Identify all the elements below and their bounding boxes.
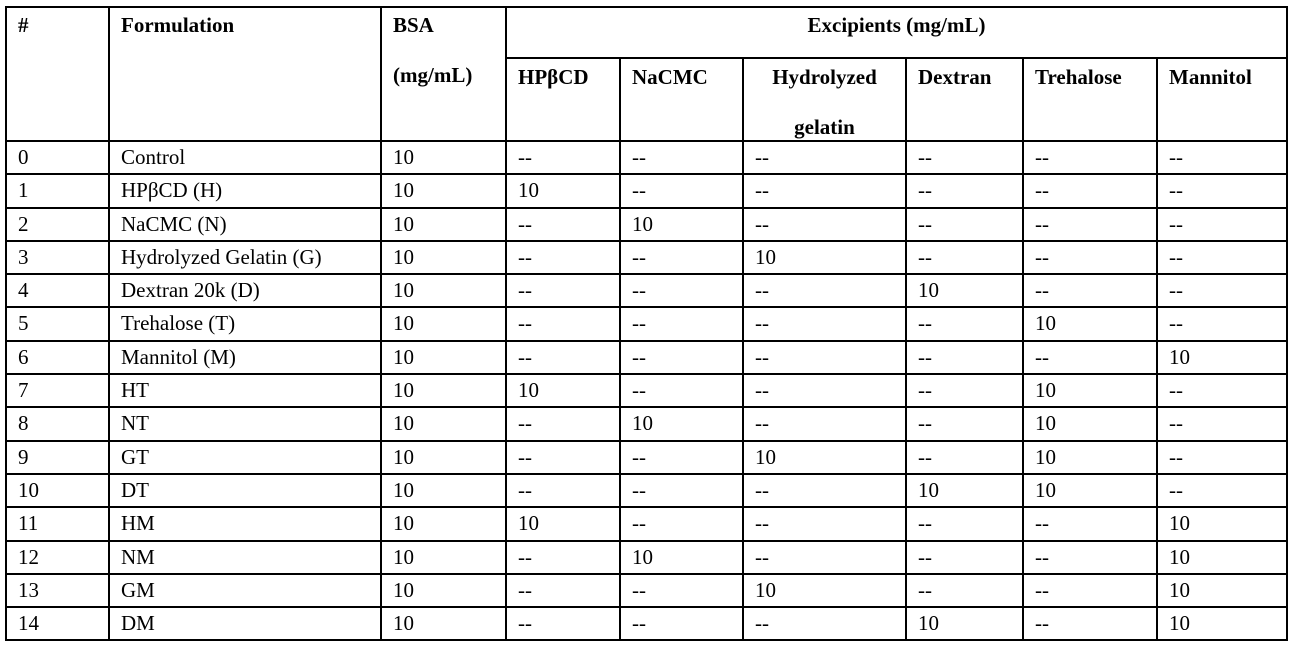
cell-trehalose: -- [1023, 574, 1157, 607]
table-row [6, 574, 1287, 607]
cell-trehalose: -- [1023, 174, 1157, 207]
cell-hydrolyzed-gelatin: -- [743, 607, 906, 640]
table-row [6, 241, 1287, 274]
cell-formulation: DM [109, 607, 381, 640]
header-hydrolyzed-line2: gelatin [794, 115, 855, 139]
cell-mannitol: 10 [1157, 607, 1287, 640]
table-row [6, 407, 1287, 440]
cell-index: 14 [6, 607, 109, 640]
cell-trehalose: 10 [1023, 407, 1157, 440]
cell-trehalose: -- [1023, 507, 1157, 540]
cell-mannitol: -- [1157, 441, 1287, 474]
cell-hpbcd: -- [506, 141, 620, 174]
cell-trehalose: -- [1023, 541, 1157, 574]
table-row [6, 541, 1287, 574]
cell-hydrolyzed-gelatin: -- [743, 174, 906, 207]
cell-bsa: 10 [381, 474, 506, 507]
cell-bsa: 10 [381, 341, 506, 374]
cell-trehalose: -- [1023, 341, 1157, 374]
cell-hydrolyzed-gelatin: -- [743, 407, 906, 440]
table-row [6, 274, 1287, 307]
table-row [6, 507, 1287, 540]
cell-index: 5 [6, 307, 109, 340]
cell-formulation: Control [109, 141, 381, 174]
header-bsa-line1: BSA [393, 13, 434, 37]
cell-bsa: 10 [381, 208, 506, 241]
cell-hpbcd: -- [506, 474, 620, 507]
header-row-top [6, 7, 1287, 58]
cell-hydrolyzed-gelatin: -- [743, 208, 906, 241]
cell-nacmc: -- [620, 307, 743, 340]
cell-dextran: -- [906, 174, 1023, 207]
table-row [6, 341, 1287, 374]
cell-trehalose: -- [1023, 241, 1157, 274]
cell-index: 13 [6, 574, 109, 607]
cell-bsa: 10 [381, 141, 506, 174]
cell-formulation: NT [109, 407, 381, 440]
table-header [6, 7, 1287, 141]
cell-formulation: DT [109, 474, 381, 507]
cell-index: 0 [6, 141, 109, 174]
cell-bsa: 10 [381, 274, 506, 307]
cell-mannitol: -- [1157, 274, 1287, 307]
cell-dextran: -- [906, 241, 1023, 274]
cell-index: 2 [6, 208, 109, 241]
cell-trehalose: 10 [1023, 474, 1157, 507]
cell-formulation: HM [109, 507, 381, 540]
table-row [6, 374, 1287, 407]
cell-hpbcd: 10 [506, 374, 620, 407]
cell-dextran: -- [906, 141, 1023, 174]
cell-mannitol: -- [1157, 174, 1287, 207]
cell-hydrolyzed-gelatin: -- [743, 541, 906, 574]
cell-trehalose: -- [1023, 208, 1157, 241]
cell-dextran: -- [906, 541, 1023, 574]
cell-nacmc: -- [620, 141, 743, 174]
cell-mannitol: 10 [1157, 574, 1287, 607]
cell-nacmc: 10 [620, 407, 743, 440]
cell-dextran: -- [906, 407, 1023, 440]
cell-dextran: -- [906, 341, 1023, 374]
header-excipient-nacmc: NaCMC [620, 58, 743, 141]
cell-dextran: 10 [906, 474, 1023, 507]
cell-trehalose: 10 [1023, 307, 1157, 340]
cell-bsa: 10 [381, 441, 506, 474]
cell-mannitol: 10 [1157, 341, 1287, 374]
cell-formulation: Hydrolyzed Gelatin (G) [109, 241, 381, 274]
cell-nacmc: -- [620, 474, 743, 507]
cell-hpbcd: 10 [506, 507, 620, 540]
cell-index: 3 [6, 241, 109, 274]
cell-nacmc: -- [620, 241, 743, 274]
formulation-table [5, 6, 1288, 641]
cell-hpbcd: -- [506, 407, 620, 440]
header-excipient-hpbcd: HPβCD [506, 58, 620, 141]
header-excipient-dextran: Dextran [906, 58, 1023, 141]
cell-dextran: -- [906, 507, 1023, 540]
cell-mannitol: 10 [1157, 507, 1287, 540]
cell-nacmc: 10 [620, 208, 743, 241]
cell-index: 12 [6, 541, 109, 574]
header-bsa-line2: (mg/mL) [393, 63, 473, 87]
cell-hydrolyzed-gelatin: -- [743, 274, 906, 307]
cell-hpbcd: -- [506, 441, 620, 474]
cell-hydrolyzed-gelatin: -- [743, 474, 906, 507]
cell-index: 11 [6, 507, 109, 540]
cell-nacmc: -- [620, 174, 743, 207]
cell-bsa: 10 [381, 607, 506, 640]
cell-hydrolyzed-gelatin: -- [743, 307, 906, 340]
cell-mannitol: -- [1157, 374, 1287, 407]
cell-formulation: Mannitol (M) [109, 341, 381, 374]
cell-trehalose: 10 [1023, 441, 1157, 474]
cell-nacmc: -- [620, 507, 743, 540]
cell-hydrolyzed-gelatin: 10 [743, 241, 906, 274]
cell-hpbcd: -- [506, 607, 620, 640]
table-row [6, 208, 1287, 241]
cell-formulation: Trehalose (T) [109, 307, 381, 340]
header-excipient-hydrolyzed-gelatin [743, 58, 906, 141]
cell-nacmc: -- [620, 441, 743, 474]
cell-mannitol: -- [1157, 141, 1287, 174]
header-index: # [6, 7, 109, 141]
cell-nacmc: -- [620, 374, 743, 407]
cell-index: 8 [6, 407, 109, 440]
cell-hpbcd: -- [506, 541, 620, 574]
cell-mannitol: -- [1157, 407, 1287, 440]
cell-nacmc: -- [620, 341, 743, 374]
cell-bsa: 10 [381, 507, 506, 540]
cell-dextran: -- [906, 374, 1023, 407]
table-row [6, 441, 1287, 474]
cell-dextran: 10 [906, 607, 1023, 640]
cell-formulation: HPβCD (H) [109, 174, 381, 207]
cell-formulation: GT [109, 441, 381, 474]
cell-bsa: 10 [381, 374, 506, 407]
cell-dextran: -- [906, 307, 1023, 340]
cell-index: 4 [6, 274, 109, 307]
cell-bsa: 10 [381, 574, 506, 607]
cell-bsa: 10 [381, 541, 506, 574]
cell-hpbcd: -- [506, 574, 620, 607]
table-row [6, 141, 1287, 174]
cell-hydrolyzed-gelatin: -- [743, 341, 906, 374]
table-row [6, 474, 1287, 507]
cell-dextran: 10 [906, 274, 1023, 307]
cell-mannitol: -- [1157, 241, 1287, 274]
cell-bsa: 10 [381, 174, 506, 207]
cell-hydrolyzed-gelatin: -- [743, 507, 906, 540]
cell-bsa: 10 [381, 307, 506, 340]
cell-hpbcd: -- [506, 208, 620, 241]
table-row [6, 174, 1287, 207]
table-body [6, 141, 1287, 640]
cell-hpbcd: -- [506, 274, 620, 307]
cell-dextran: -- [906, 208, 1023, 241]
header-bsa [381, 7, 506, 141]
cell-index: 10 [6, 474, 109, 507]
cell-hpbcd: -- [506, 307, 620, 340]
cell-formulation: GM [109, 574, 381, 607]
cell-trehalose: 10 [1023, 374, 1157, 407]
cell-hydrolyzed-gelatin: -- [743, 374, 906, 407]
table-row [6, 607, 1287, 640]
header-formulation: Formulation [109, 7, 381, 141]
cell-formulation: HT [109, 374, 381, 407]
cell-trehalose: -- [1023, 141, 1157, 174]
cell-index: 1 [6, 174, 109, 207]
header-excipients-group: Excipients (mg/mL) [506, 7, 1287, 58]
cell-dextran: -- [906, 441, 1023, 474]
header-excipient-mannitol: Mannitol [1157, 58, 1287, 141]
cell-bsa: 10 [381, 241, 506, 274]
cell-nacmc: -- [620, 274, 743, 307]
cell-nacmc: 10 [620, 541, 743, 574]
cell-bsa: 10 [381, 407, 506, 440]
cell-mannitol: -- [1157, 474, 1287, 507]
cell-index: 6 [6, 341, 109, 374]
header-excipient-trehalose: Trehalose [1023, 58, 1157, 141]
cell-hpbcd: 10 [506, 174, 620, 207]
cell-hydrolyzed-gelatin: 10 [743, 574, 906, 607]
cell-trehalose: -- [1023, 607, 1157, 640]
cell-formulation: Dextran 20k (D) [109, 274, 381, 307]
cell-hydrolyzed-gelatin: 10 [743, 441, 906, 474]
cell-dextran: -- [906, 574, 1023, 607]
cell-formulation: NaCMC (N) [109, 208, 381, 241]
cell-mannitol: -- [1157, 208, 1287, 241]
cell-hpbcd: -- [506, 341, 620, 374]
cell-index: 9 [6, 441, 109, 474]
cell-trehalose: -- [1023, 274, 1157, 307]
header-hydrolyzed-line1: Hydrolyzed [772, 65, 877, 89]
cell-hydrolyzed-gelatin: -- [743, 141, 906, 174]
cell-index: 7 [6, 374, 109, 407]
cell-nacmc: -- [620, 574, 743, 607]
cell-mannitol: 10 [1157, 541, 1287, 574]
table-row [6, 307, 1287, 340]
cell-formulation: NM [109, 541, 381, 574]
cell-mannitol: -- [1157, 307, 1287, 340]
cell-hpbcd: -- [506, 241, 620, 274]
cell-nacmc: -- [620, 607, 743, 640]
